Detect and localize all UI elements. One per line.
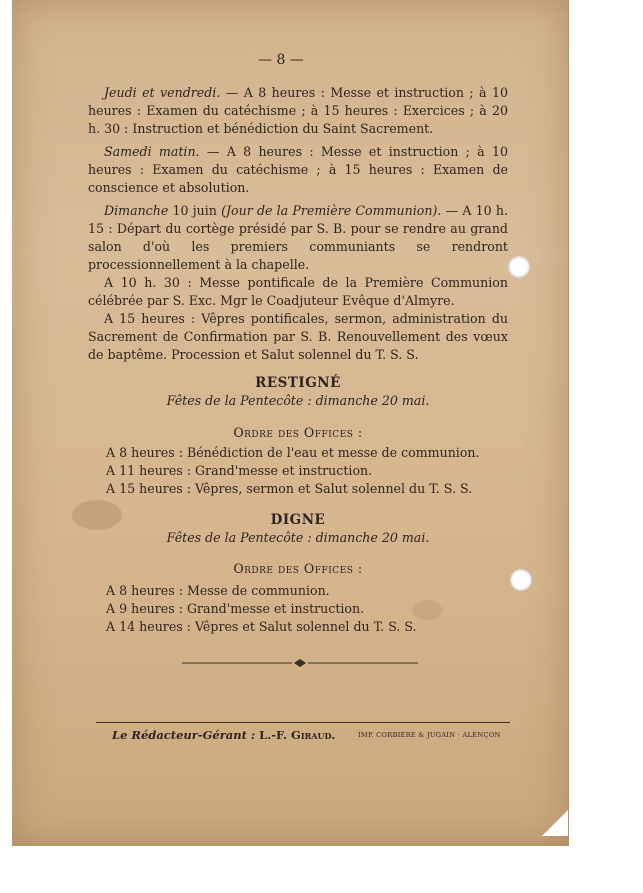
paragraph-samedi bbox=[88, 143, 508, 197]
day-label: Dimanche bbox=[104, 203, 169, 218]
ordre-heading: Ordre des Offices : bbox=[233, 561, 363, 576]
paragraph-dimanche bbox=[88, 202, 508, 274]
office-item: A 14 heures : Vêpres et Salut solennel du T. S. S. bbox=[106, 619, 417, 634]
divider-ornament bbox=[182, 658, 418, 668]
section-title-digne: DIGNE bbox=[270, 512, 326, 528]
page-number: — 8 — bbox=[258, 52, 304, 68]
paragraph-jeudi bbox=[88, 84, 508, 138]
imprimeur: IMP. CORBIÈRE & JUGAIN · ALENÇON bbox=[358, 731, 501, 739]
ordre-heading: Ordre des Offices : bbox=[233, 425, 363, 440]
paragraph-text: — A 8 heures : Messe et instruction ; à 10 heures : Examen du catéchisme ; à 15 heures : Exercices ; à 20 h. 30 : Instruction et bénédiction du Saint Sacrement. bbox=[88, 85, 508, 136]
day-label: Samedi matin. bbox=[104, 144, 200, 159]
office-item: A 8 heures : Bénédiction de l'eau et messe de communion. bbox=[106, 445, 480, 460]
punch-hole bbox=[510, 569, 532, 591]
punch-hole bbox=[508, 256, 530, 278]
redacteur-line bbox=[112, 728, 335, 742]
paragraph-messe: A 10 h. 30 : Messe pontificale de la Première Communion célébrée par S. Exc. Mgr le Coadjuteur Evêque d'Almyre. bbox=[88, 275, 508, 308]
section-subtitle: Fêtes de la Pentecôte : dimanche 20 mai. bbox=[166, 393, 430, 408]
redacteur-label: Le Rédacteur-Gérant : bbox=[112, 728, 256, 742]
date-text: 10 juin bbox=[168, 203, 222, 218]
paragraph-text: — A 8 heures : Messe et instruction ; à 10 heures : Examen du catéchisme ; à 15 heures : Examen de conscience et absolution. bbox=[88, 144, 508, 195]
paragraph-vepres: A 15 heures : Vêpres pontificales, sermon, administration du Sacrement de Confirmation par S. B. Renouvellement des vœux de baptême. Procession et Salut solennel du T. S. S. bbox=[88, 311, 508, 362]
office-item: A 9 heures : Grand'messe et instruction. bbox=[106, 601, 365, 616]
paragraph-text: — A 10 h. 15 : Départ du cortège présidé par S. B. pour se rendre au grand salon d'où les premiers communiants se rendront processionnellement à la chapelle. bbox=[88, 203, 508, 272]
section-subtitle: Fêtes de la Pentecôte : dimanche 20 mai. bbox=[166, 530, 430, 545]
torn-corner bbox=[542, 810, 568, 836]
office-item: A 8 heures : Messe de communion. bbox=[106, 583, 330, 598]
paren-text: (Jour de la Première Communion). bbox=[221, 203, 442, 218]
office-item: A 11 heures : Grand'messe et instruction. bbox=[106, 463, 373, 478]
day-label: Jeudi et vendredi. bbox=[104, 85, 221, 100]
redacteur-name: L.-F. Giraud. bbox=[255, 728, 336, 742]
footer-rule bbox=[96, 722, 510, 723]
office-item: A 15 heures : Vêpres, sermon et Salut solennel du T. S. S. bbox=[106, 481, 473, 496]
section-title-restigne: RESTIGNÉ bbox=[255, 375, 341, 391]
